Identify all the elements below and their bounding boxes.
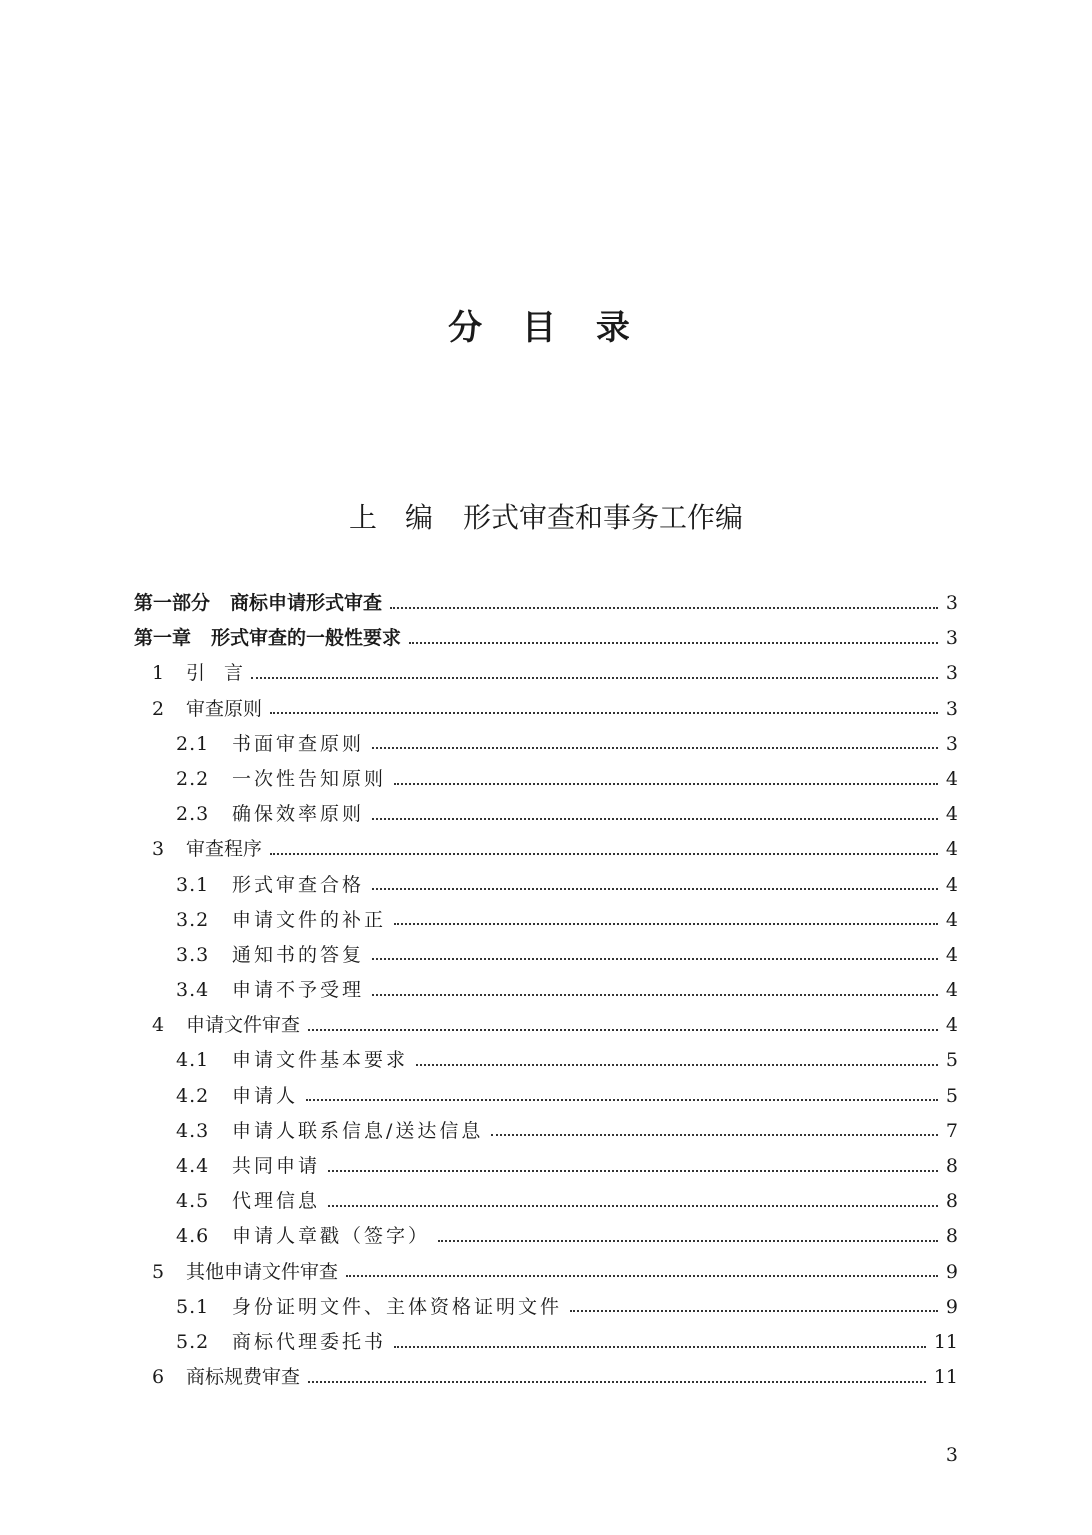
toc-entry-number: 2.2 <box>176 767 210 790</box>
toc-entry-title: 申请人 <box>232 1084 299 1107</box>
part-heading-name: 形式审查和事务工作编 <box>463 501 744 534</box>
toc-entry[interactable] <box>134 868 958 903</box>
toc-entry[interactable] <box>134 1325 958 1360</box>
toc-entry-page: 3 <box>945 697 958 720</box>
toc-entry-number: 5 <box>152 1260 165 1283</box>
toc-leader-dots <box>438 1240 938 1242</box>
toc-entry-page: 3 <box>945 662 958 685</box>
toc-entry-number: 4.1 <box>176 1049 210 1072</box>
toc-leader-dots <box>416 1064 938 1066</box>
toc-leader-dots <box>251 677 938 679</box>
toc-entry[interactable] <box>134 1255 958 1290</box>
toc-entry[interactable] <box>134 762 958 797</box>
toc-entry[interactable] <box>134 1114 958 1149</box>
toc-entry-page: 5 <box>945 1084 958 1107</box>
toc-entry-page: 4 <box>945 943 958 966</box>
toc-entry-page: 4 <box>945 838 958 861</box>
toc-entry-number: 4.6 <box>176 1225 210 1248</box>
toc-entry-number: 3.2 <box>176 908 210 931</box>
toc-entry[interactable] <box>134 797 958 832</box>
toc-leader-dots <box>372 994 938 996</box>
toc-entry-number: 2.3 <box>176 803 210 826</box>
toc-leader-dots <box>570 1310 938 1312</box>
part-heading <box>0 498 1092 538</box>
page-title: 分 目 录 <box>448 308 644 348</box>
toc-leader-dots <box>346 1275 938 1277</box>
toc-entry-number: 4.2 <box>176 1084 210 1107</box>
toc-entry[interactable] <box>134 1043 958 1078</box>
toc-leader-dots <box>270 712 938 714</box>
toc-entry[interactable] <box>134 903 958 938</box>
toc-entry[interactable] <box>134 1290 958 1325</box>
toc-entry[interactable] <box>134 1008 958 1043</box>
toc-entry-title: 商标申请形式审查 <box>230 592 383 614</box>
toc-entry-title: 商标代理委托书 <box>232 1330 387 1353</box>
toc-leader-dots <box>306 1099 938 1101</box>
toc-leader-dots <box>394 1346 926 1348</box>
toc-entry-page: 4 <box>945 873 958 896</box>
toc-entry-title: 商标规费审查 <box>186 1366 301 1389</box>
toc-entry-page: 4 <box>945 979 958 1002</box>
toc-entry-title: 申请文件基本要求 <box>232 1049 409 1072</box>
toc-entry-page: 8 <box>945 1225 958 1248</box>
toc-entry-number: 3.4 <box>176 979 210 1002</box>
toc-entry[interactable] <box>134 586 958 621</box>
toc-leader-dots <box>372 747 938 749</box>
toc-entry[interactable] <box>134 656 958 691</box>
toc-entry-page: 5 <box>945 1049 958 1072</box>
toc-entry-number: 2.1 <box>176 732 210 755</box>
toc-entry-number: 4.5 <box>176 1190 210 1213</box>
page-number: 3 <box>945 1444 958 1466</box>
toc-entry-page: 4 <box>945 908 958 931</box>
toc-leader-dots <box>328 1205 938 1207</box>
toc-entry-title: 通知书的答复 <box>232 943 365 966</box>
toc-entry-number: 3.3 <box>176 943 210 966</box>
toc-entry-number: 4 <box>152 1014 165 1037</box>
toc-entry-page: 3 <box>945 627 958 650</box>
toc-entry-number: 6 <box>152 1366 165 1389</box>
toc-leader-dots <box>372 958 938 960</box>
toc-entry-page: 9 <box>945 1260 958 1283</box>
toc-entry-number: 3.1 <box>176 873 210 896</box>
toc-entry-number: 5.1 <box>176 1295 210 1318</box>
toc-entry-title: 确保效率原则 <box>232 803 365 826</box>
toc-entry[interactable] <box>134 727 958 762</box>
toc-entry-number: 4.4 <box>176 1155 210 1177</box>
toc-entry-title: 申请人章戳（签字） <box>232 1225 431 1248</box>
toc-entry-title: 书面审查原则 <box>232 732 365 755</box>
toc-entry[interactable] <box>134 973 958 1008</box>
toc-entry-title: 形式审查合格 <box>232 873 365 896</box>
toc-entry-title: 申请文件的补正 <box>232 908 387 931</box>
toc-entry-title: 审查程序 <box>186 838 263 861</box>
toc-entry[interactable] <box>134 621 958 656</box>
toc-leader-dots <box>394 783 938 785</box>
toc-entry[interactable] <box>134 1079 958 1114</box>
toc-entry-title: 其他申请文件审查 <box>186 1260 339 1283</box>
toc-entry-page: 4 <box>945 803 958 826</box>
toc-entry-number: 3 <box>152 838 165 861</box>
toc-leader-dots <box>372 818 938 820</box>
toc-entry-title: 一次性告知原则 <box>232 767 387 790</box>
toc-entry[interactable] <box>134 1184 958 1219</box>
part-heading-mid: 编 <box>404 501 433 534</box>
toc-entry-number: 2 <box>152 697 165 720</box>
toc-leader-dots <box>491 1134 938 1136</box>
toc-entry-page: 8 <box>945 1190 958 1213</box>
toc-leader-dots <box>270 853 938 855</box>
toc-entry[interactable] <box>134 1360 958 1395</box>
toc-entry-number: 第一部分 <box>134 592 211 614</box>
toc-entry-title: 身份证明文件、主体资格证明文件 <box>232 1295 563 1318</box>
toc-entry[interactable] <box>134 692 958 727</box>
toc-entry-title: 申请人联系信息/送达信息 <box>232 1119 484 1142</box>
toc-leader-dots <box>328 1170 938 1172</box>
part-heading-prefix: 上 <box>348 501 377 534</box>
toc-leader-dots <box>372 888 938 890</box>
toc-leader-dots <box>409 642 938 644</box>
table-of-contents <box>134 586 958 1395</box>
toc-entry[interactable] <box>134 938 958 973</box>
toc-entry-title: 申请不予受理 <box>232 979 365 1002</box>
toc-leader-dots <box>308 1029 938 1031</box>
toc-entry[interactable] <box>134 1219 958 1254</box>
toc-entry-page: 11 <box>933 1330 958 1353</box>
toc-entry-title: 申请文件审查 <box>186 1014 301 1037</box>
toc-entry-page: 8 <box>945 1155 958 1177</box>
toc-entry[interactable] <box>134 832 958 867</box>
toc-entry-page: 9 <box>945 1295 958 1318</box>
toc-entry-number: 1 <box>152 662 165 685</box>
toc-entry-title: 共同申请 <box>232 1155 321 1177</box>
toc-entry-title: 形式审查的一般性要求 <box>211 627 402 650</box>
toc-leader-dots <box>308 1381 926 1383</box>
toc-leader-dots <box>390 607 938 609</box>
toc-entry-page: 11 <box>933 1366 958 1389</box>
toc-entry-title: 代理信息 <box>232 1190 321 1213</box>
toc-entry-number: 5.2 <box>176 1330 210 1353</box>
toc-entry[interactable] <box>134 1149 958 1184</box>
toc-entry-number: 4.3 <box>176 1119 210 1142</box>
toc-entry-page: 3 <box>945 592 958 614</box>
toc-entry-page: 4 <box>945 767 958 790</box>
toc-entry-page: 7 <box>945 1119 958 1142</box>
toc-entry-page: 3 <box>945 732 958 755</box>
toc-entry-number: 第一章 <box>134 627 192 650</box>
toc-entry-page: 4 <box>945 1014 958 1037</box>
toc-entry-title: 审查原则 <box>186 697 263 720</box>
toc-leader-dots <box>394 923 938 925</box>
toc-entry-title: 引 言 <box>186 662 244 685</box>
